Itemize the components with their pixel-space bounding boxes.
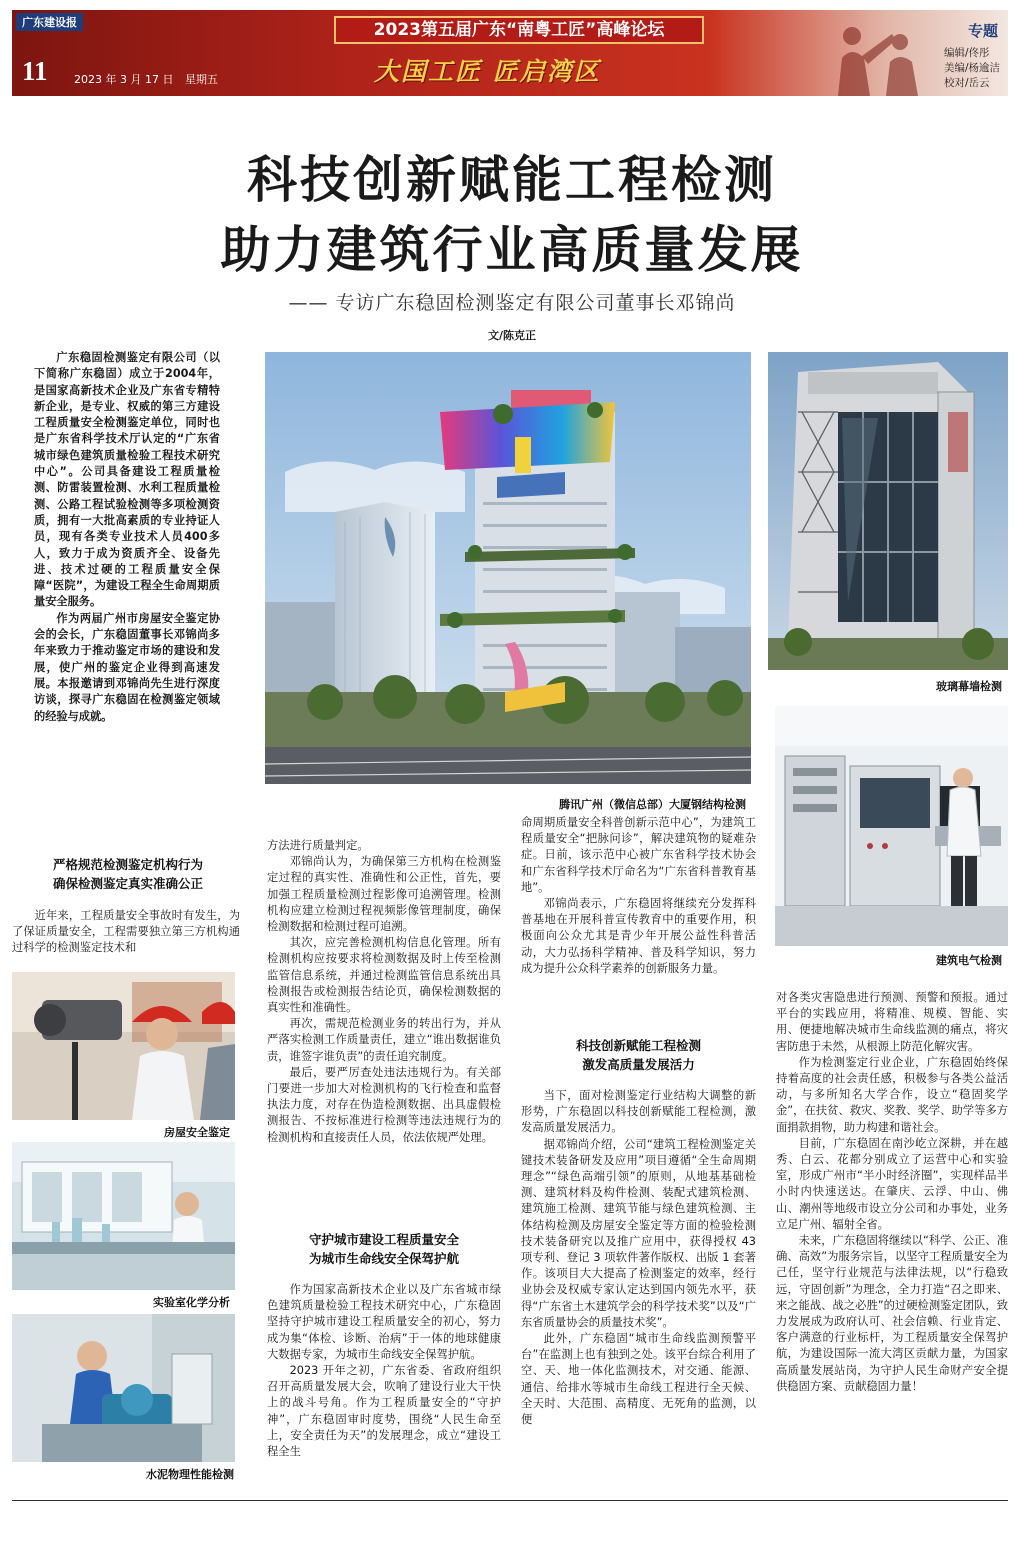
section-label: 专题 [967, 22, 998, 40]
glass-curtain-wall-photo [768, 352, 1008, 670]
section1-title-line1: 严格规范检测鉴定机构行为 [52, 857, 203, 872]
col3-text [521, 815, 756, 1027]
section3-title-line1: 科技创新赋能工程检测 [575, 1038, 701, 1053]
subheadline: —— 专访广东稳固检测鉴定有限公司董事长邓锦尚 [288, 292, 736, 314]
page-number: 11 [22, 56, 48, 86]
electrical-photo-caption: 建筑电气检测 [936, 954, 1002, 967]
col2-text [267, 838, 501, 1230]
intro-paragraph: 广东稳固检测鉴定有限公司（以下简称广东稳固）成立于2004年，是国家高新技术企业及广东省专精特新企业，是专业、权威的第三方建设工程质量安全检测鉴定单位，同时也是广东省科学技术厅认定的“广东省城市绿色建筑质量检验工程技术研究中心”。公司具备建设工程质量检测、防雷装置检测、水利工程质量检测、公路工程试验检测等多项检测资质，拥有一大批高素质的专业持证人员，现有各类专业技术人员400多人，致力于成为资质齐全、设备先进、技术过硬的工程质量安全保障“医院”，为建设工程全生命周期质量安全服务。 [34, 351, 220, 609]
main-photo-caption: 腾讯广州（微信总部）大厦钢结构检测 [559, 798, 746, 811]
lab-photo-caption: 实验室化学分析 [153, 1296, 230, 1309]
col3-paragraph: 当下，面对检测鉴定行业结构大调整的新形势，广东稳固以科技创新赋能工程检测，激发高质量发展活力。 [521, 1089, 756, 1135]
lab-chemistry-photo [12, 1142, 235, 1290]
credit-editor: 编辑/佟彤 [943, 47, 990, 59]
col2-paragraph: 再次，需规范检测业务的转出行为，并从严落实检测工作质量责任，建立“谁出数据谁负责，谁签字谁负责”的责任追究制度。 [267, 1017, 501, 1063]
slogan: 大国工匠 匠启湾区 [374, 57, 601, 86]
col1-text [12, 908, 240, 958]
bottom-rule-divider [12, 1500, 1008, 1501]
section2-title-line2: 为城市生命线安全保驾护航 [308, 1251, 459, 1266]
headline-line-1: 科技创新赋能工程检测 [247, 150, 777, 209]
issue-date [74, 71, 226, 87]
glass-photo-caption: 玻璃幕墙检测 [936, 680, 1002, 693]
col4-text [776, 990, 1008, 1484]
section1-title-line2: 确保检测鉴定真实准确公正 [52, 876, 203, 891]
col4-paragraph: 对各类灾害隐患进行预测、预警和预报。通过平台的实践应用，将精准、规模、智能、实用、便捷地解决城市生命线监测的痛点，将灾害防患于未然，从根源上防范化解灾害。 [776, 991, 1008, 1053]
electrical-testing-photo [775, 706, 1008, 946]
col2-paragraph: 作为国家高新技术企业以及广东省城市绿色建筑质量检验工程技术研究中心，广东稳固坚持守护城市建设工程质量安全的初心，努力成为集“体检、诊断、治病”于一体的地球健康大数据专家，为城市生命线安全保驾护航。 [267, 1283, 501, 1361]
col3-paragraph: 据邓锦尚介绍，公司“建筑工程检测鉴定关键技术装备研发及应用”项目遵循“全生命周期理念”“绿色高端引领”的原则，从地基基础检测、建筑材料及构件检测、装配式建筑检测、建筑施工检测、建筑节能与绿色建筑检测、主体结构检测及房屋安全鉴定等方面的检验检测技术装备研究以及推广应用中，获得授权 43 项专利、登记 3 项软件著作版权、出版 1 套著作。该项目大大提高了检测鉴定的效率，经行业协会及权威专家认定达到国内领先水平，获得“广东省土木建筑学会的科学技术奖”以及“广东省质量协会的质量技术奖”。 [521, 1137, 756, 1329]
section2-title-line1: 守护城市建设工程质量安全 [308, 1232, 459, 1247]
col4-paragraph: 作为检测鉴定行业企业，广东稳固始终保持着高度的社会责任感，积极参与各类公益活动，与多所知名大学合作，设立“稳固奖学金”，在扶贫、救灾、奖教、奖学、助学等多方面捐款捐物，助力构建和谐社会。 [776, 1055, 1008, 1134]
col4-paragraph: 未来，广东稳固将继续以“科学、公正、准确、高效”为服务宗旨，以坚守工程质量安全为己任，坚守行业规范与法律法规，以“行稳致远，守固创新”为理念，全力打造“召之即来、来之能战、战之必胜”的过硬检测鉴定团队，致力发展成为政府认可、社会信赖、行业肯定、客户满意的行业标杆，为工程质量安全保驾护航，为建设国际一流大湾区贡献力量，为国家高质量发展站岗，为守护人民生命财产安全提供稳固方案、贡献稳固力量！ [776, 1234, 1008, 1393]
house-safety-photo [12, 972, 235, 1120]
forum-title: 2023第五届广东“南粤工匠”高峰论坛 [334, 16, 704, 44]
col4-paragraph: 目前，广东稳固在南沙屹立深耕，并在越秀、白云、花都分别成立了运营中心和实验室，形成广州市“半小时经济圈”，实现样品半小时内快速送达。在肇庆、云浮、中山、佛山、潮州等地级市设立分公司和办事处，业务立足广州、辐射全省。 [776, 1136, 1008, 1231]
cement-testing-photo [12, 1314, 235, 1462]
weekday-text: 星期五 [184, 73, 218, 86]
house-photo-caption: 房屋安全鉴定 [164, 1126, 230, 1139]
col2-paragraph: 其次，应完善检测机构信息化管理。所有检测机构应按要求将检测数据及时上传至检测监管信息系统，并通过检测监管信息系统出具检测报告或检测报告结论页，确保检测数据的真实性和准确性。 [267, 936, 501, 1015]
col1-paragraph: 近年来，工程质量安全事故时有发生，为了保证质量安全，工程需要独立第三方机构通过科学的检测鉴定技术和 [12, 909, 240, 955]
byline: 文/陈克正 [487, 329, 537, 342]
credits [944, 46, 1000, 91]
cement-photo-caption: 水泥物理性能检测 [146, 1468, 234, 1481]
date-text: 2023 年 3 月 17 日 [74, 73, 174, 86]
col2-text-b [267, 1282, 501, 1482]
col2-paragraph: 邓锦尚认为，为确保第三方机构在检测鉴定过程的真实性、准确性和公正性，首先，要加强工程质量检测过程影像可追溯管理。检测机构应建立检测过程视频影像管理制度，确保检测数据和检测过程可追溯。 [267, 855, 501, 934]
section1-title [32, 855, 224, 893]
intro-text [34, 350, 220, 780]
col2-paragraph: 方法进行质量判定。 [267, 839, 369, 852]
section3-title-line2: 激发高质量发展活力 [582, 1057, 695, 1072]
section3-title [521, 1036, 756, 1074]
masthead-banner [12, 10, 1008, 96]
paper-name: 广东建设报 [16, 13, 83, 31]
col3-paragraph: 邓锦尚表示，广东稳固将继续充分发挥科普基地在开展科普宣传教育中的重要作用，积极面向公众尤其是青少年开展公益性科普活动，大力弘扬科学精神、普及科学知识，努力成为提升公众科学素养的创新服务力量。 [521, 897, 756, 975]
credit-designer: 美编/杨逾洁 [943, 62, 1000, 74]
credit-proofreader: 校对/岳云 [943, 77, 990, 89]
main-photo-skyscraper [265, 352, 751, 784]
section2-title [267, 1230, 501, 1268]
worker-silhouettes-illustration [822, 18, 932, 96]
intro-paragraph: 作为两届广州市房屋安全鉴定协会的会长，广东稳固董事长邓锦尚多年来致力于推动鉴定市场的建设和发展，使广州的鉴定企业得到高速发展。本报邀请到邓锦尚先生进行深度访谈，探寻广东稳固在检测鉴定领域的经验与成就。 [34, 611, 220, 723]
col3-paragraph: 此外，广东稳固“城市生命线监测预警平台”在监测上也有独到之处。该平台综合利用了空、天、地一体化监测技术，对交通、能源、通信、给排水等城市生命线工程进行全天候、全天时、大范围、高精度、无死角的监测，以便 [521, 1332, 756, 1427]
col2-paragraph: 2023 开年之初，广东省委、省政府组织召开高质量发展大会，吹响了建设行业大干快上的战斗号角。作为工程质量安全的“守护神”，广东稳固审时度势，围绕“人民生命至上，安全责任为天”的发展理念，成立“建设工程全生 [267, 1364, 501, 1459]
headline-line-2: 助力建筑行业高质量发展 [220, 220, 804, 279]
col2-paragraph: 最后，要严厉查处违法违规行为。有关部门要进一步加大对检测机构的飞行检查和监督执法力度，对存在伪造检测数据、出具虚假检测报告、不按标准进行检测等违法违规行为的检测机构和直接责任人员，依法依规严处理。 [267, 1065, 501, 1144]
col3-paragraph: 命周期质量安全科普创新示范中心”，为建筑工程质量安全“把脉问诊”，解决建筑物的疑难杂症。日前，该示范中心被广东省科学技术协会和广东省科学技术厅命名为“广东省科普教育基地”。 [521, 816, 756, 894]
col3-text-b [521, 1088, 756, 1483]
